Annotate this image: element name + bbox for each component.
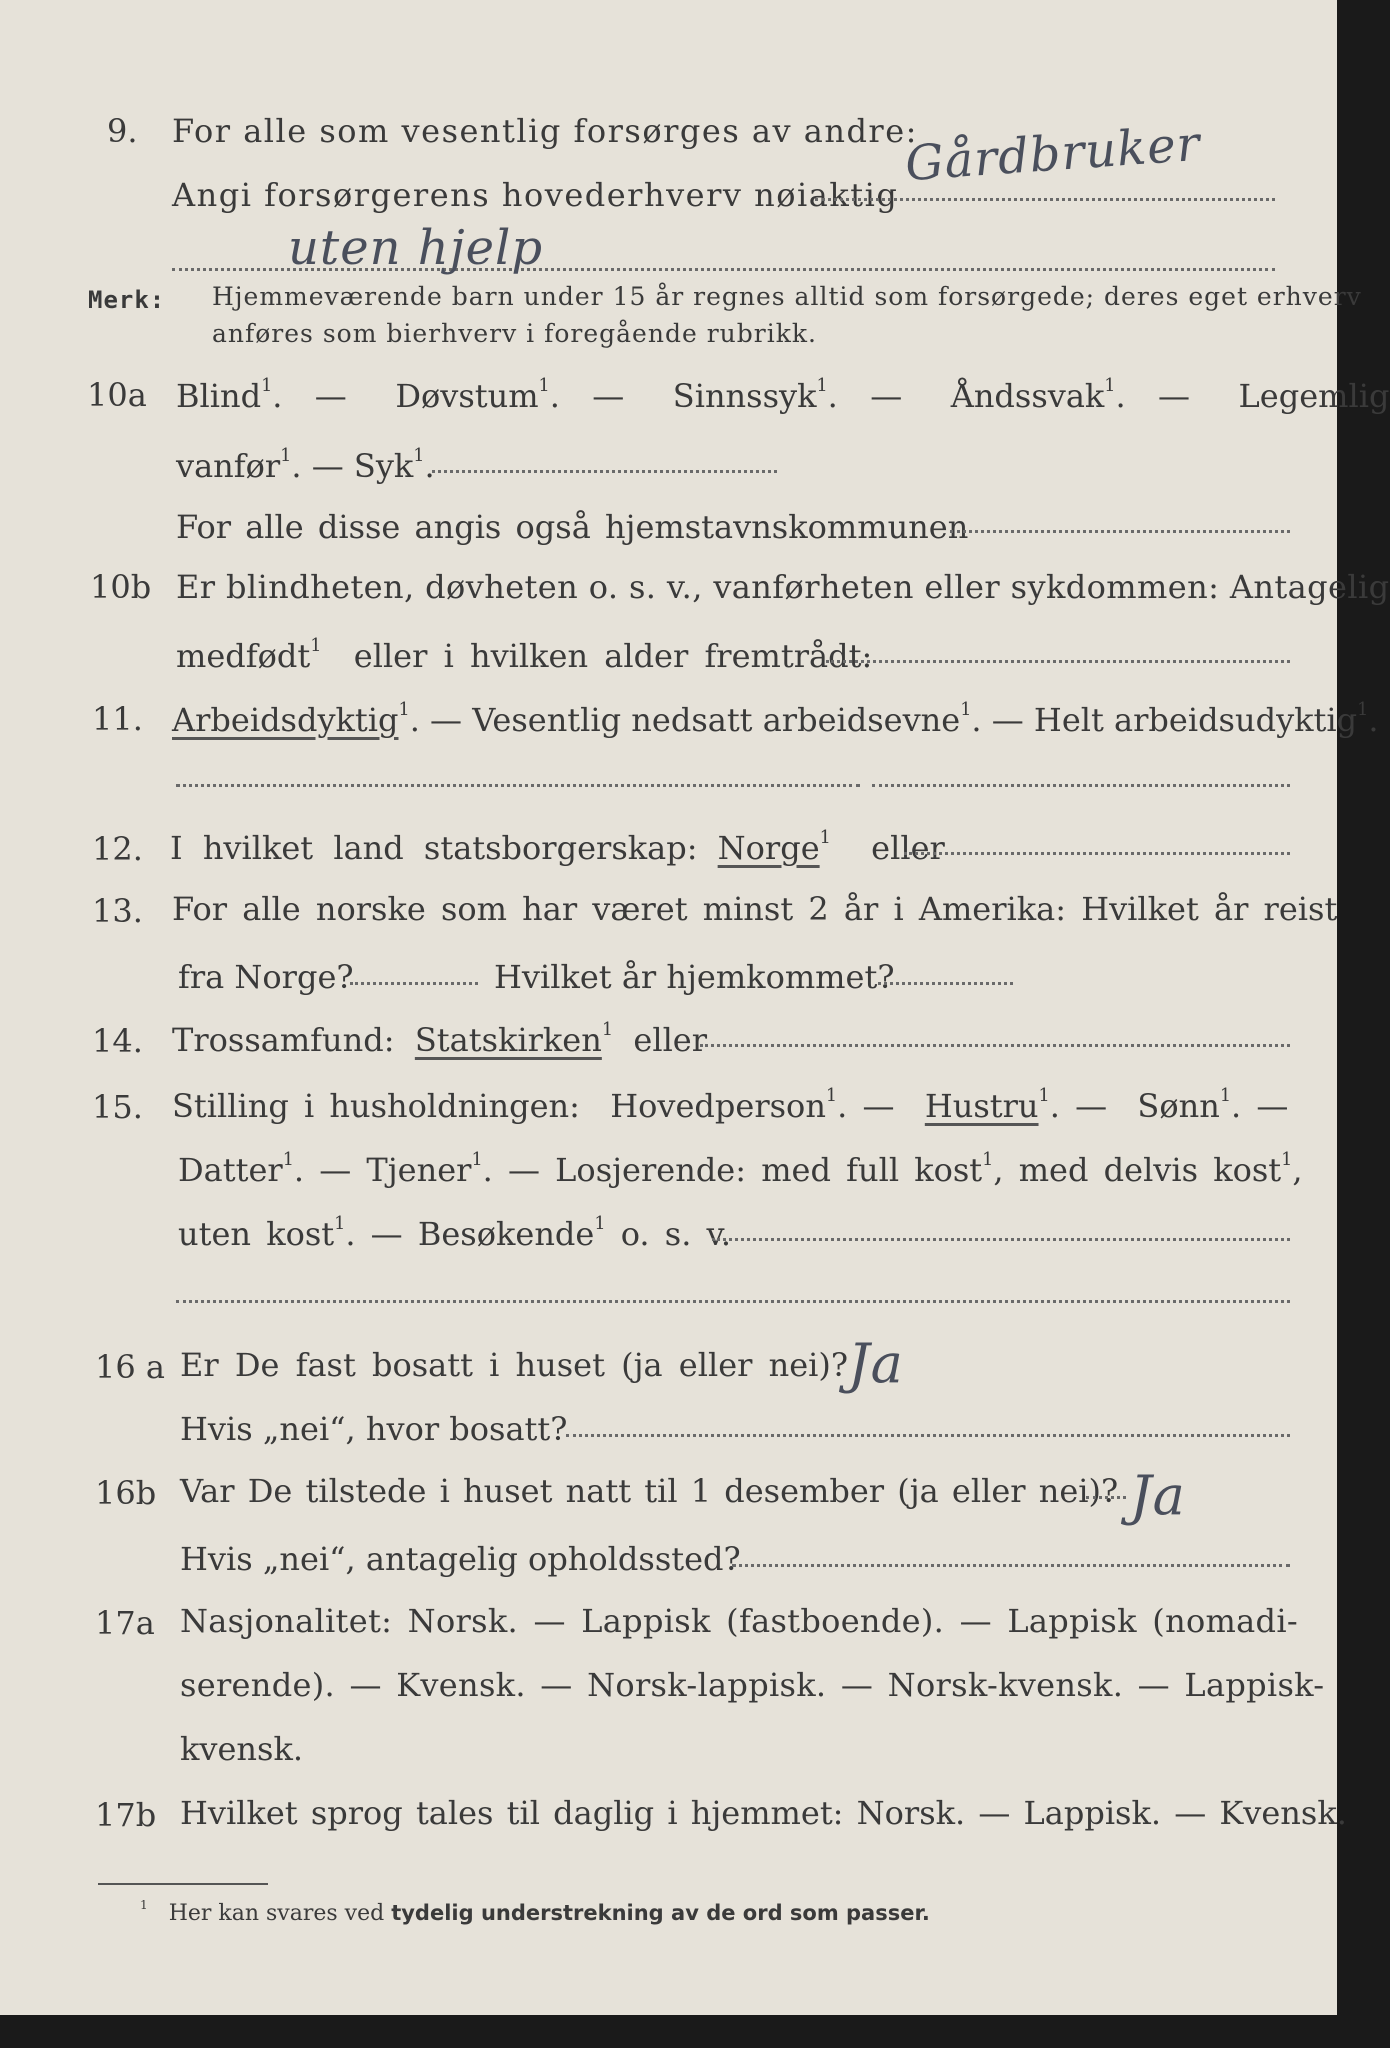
- q11-udyktig: Helt arbeidsudyktig: [1033, 700, 1358, 739]
- q11-line1: Arbeidsdyktig$^1$. — Vesentlig nedsatt arbeidsevne$^1$. — Helt arbeidsudyktig$^1$.: [172, 700, 1379, 739]
- q10b-line2-rest: eller i hvilken alder fremtrådt:: [353, 636, 873, 675]
- q10a-vanfor: vanfør: [176, 446, 281, 485]
- q15-hustru: Hustru: [924, 1086, 1039, 1125]
- q13-line1: For alle norske som har været minst 2 år i Amerika: Hvilket år reist: [172, 890, 1338, 928]
- footnote: [140, 1898, 930, 1926]
- q14-number: 14.: [92, 1022, 143, 1060]
- q15-hovedperson: Hovedperson: [610, 1086, 826, 1125]
- merk-line1: Hjemmeværende barn under 15 år regnes alltid som forsørgede; deres eget erhverv: [212, 282, 1362, 311]
- q17b-line1: Hvilket sprog tales til daglig i hjemmet: Norsk. — Lappisk. — Kvensk.: [180, 1794, 1347, 1832]
- q16b-line2: Hvis „nei“, antagelig opholdssted?: [180, 1540, 741, 1578]
- q10a-sinnssyk: Sinnssyk: [672, 376, 817, 415]
- q13-hjemkommet-line: [878, 982, 1013, 985]
- q16b-answer-line: [1086, 1496, 1126, 1499]
- q15-losjerende: Losjerende: med full kost: [555, 1150, 983, 1189]
- q13-fra-norge: fra Norge?: [178, 958, 354, 996]
- q10a-andssvak: Åndssvak: [950, 376, 1105, 415]
- q9-handwritten-answer: Gårdbruker: [903, 115, 1203, 193]
- q17a-line1: Nasjonalitet: Norsk. — Lappisk (fastboende). — Lappisk (nomadi-: [180, 1602, 1298, 1640]
- footnote-rule: [98, 1883, 268, 1885]
- footnote-bold: tydelig understrekning av de ord som passer.: [391, 1900, 930, 1925]
- q16b-handwritten-answer: Ja: [1130, 1464, 1186, 1527]
- q10b-medfodt: medfødt: [176, 636, 311, 675]
- q10a-dovstum: Døvstum: [395, 376, 539, 415]
- q15-line3: uten kost$^1$. — Besøkende$^1$ o. s. v.: [178, 1214, 731, 1253]
- q15-delvis: med delvis kost: [1018, 1150, 1282, 1189]
- q11-arbeidsdyktig: Arbeidsdyktig: [172, 700, 399, 739]
- q11-answer-line-right: [872, 784, 1290, 787]
- merk-line2: anføres som bierhverv i foregående rubrikk.: [212, 319, 817, 348]
- q12-answer-line: [904, 852, 1290, 855]
- q10a-line1: Blind$^1$. — Døvstum$^1$. — Sinnssyk$^1$. — Åndssvak$^1$. — Legemlig: [176, 376, 1390, 415]
- q14-eller: eller: [633, 1020, 708, 1059]
- q10b-line2: medfødt$^1$ eller i hvilken alder fremtrådt:: [176, 636, 873, 675]
- q10a-legemlig: Legemlig: [1238, 376, 1390, 415]
- q17a-line3: kvensk.: [180, 1730, 303, 1768]
- q16a-handwritten-answer: Ja: [848, 1332, 904, 1395]
- q10a-number: 10a: [87, 376, 147, 414]
- q15-answer-line: [712, 1238, 1290, 1241]
- q10a-line2: vanfør$^1$. — Syk$^1$.: [176, 446, 435, 485]
- q15-datter: Datter: [178, 1150, 283, 1189]
- q16a-number: 16 a: [95, 1348, 165, 1386]
- q14-line1: Trossamfund: Statskirken$^1$ eller: [172, 1020, 708, 1059]
- q9-number: 9.: [107, 112, 138, 150]
- q15-answer-line-2: [176, 1300, 1290, 1303]
- q13-number: 13.: [92, 892, 143, 930]
- footnote-mark: 1: [140, 1898, 148, 1912]
- q16a-bosatt-line: [566, 1434, 1290, 1437]
- q12-text: I hvilket land statsborgerskap:: [170, 828, 698, 867]
- q16a-line2: Hvis „nei“, hvor bosatt?: [180, 1410, 568, 1448]
- q15-number: 15.: [92, 1088, 143, 1126]
- q10b-line1: Er blindheten, døvheten o. s. v., vanførheten eller sykdommen: Antagelig: [176, 568, 1390, 606]
- q15-line2: Datter$^1$. — Tjener$^1$. — Losjerende: med full kost$^1$, med delvis kost$^1$,: [178, 1150, 1303, 1189]
- q16b-line1: Var De tilstede i huset natt til 1 desember (ja eller nei)?: [180, 1472, 1119, 1510]
- q11-answer-line-left: [176, 784, 860, 787]
- q9-line1: For alle som vesentlig forsørges av andre:: [172, 112, 918, 150]
- q17a-line2: serende). — Kvensk. — Norsk-lappisk. — Norsk-kvensk. — Lappisk-: [180, 1666, 1325, 1704]
- q15-besokende: Besøkende: [417, 1214, 595, 1253]
- q15-sonn: Sønn: [1137, 1086, 1220, 1125]
- q16b-opholdssted-line: [732, 1564, 1290, 1567]
- q17a-number: 17a: [95, 1604, 155, 1642]
- q10a-syk: Syk: [353, 446, 414, 485]
- q9-answer-line: [815, 198, 1275, 201]
- q12-norge: Norge: [717, 828, 820, 867]
- merk-label: Merk:: [88, 286, 166, 314]
- q15-line1: Stilling i husholdningen: Hovedperson$^1$. — Hustru$^1$. — Sønn$^1$. —: [172, 1086, 1289, 1125]
- q15-uten: uten kost: [178, 1214, 335, 1253]
- q10b-answer-line: [826, 660, 1290, 663]
- q16a-line1: Er De fast bosatt i huset (ja eller nei)?: [180, 1346, 849, 1384]
- q10a-answer-line: [432, 470, 777, 473]
- q14-answer-line: [700, 1044, 1290, 1047]
- q10a-line3: For alle disse angis også hjemstavnskommunen: [176, 508, 969, 546]
- q9-line2: Angi forsørgerens hovederhverv nøiaktig: [172, 176, 899, 214]
- q10a-blind: Blind: [176, 376, 262, 415]
- q14-label: Trossamfund:: [172, 1020, 395, 1059]
- q9-handwritten-answer-2: uten hjelp: [288, 220, 544, 276]
- q14-statskirken: Statskirken: [414, 1020, 602, 1059]
- q16b-number: 16b: [95, 1474, 157, 1512]
- q12-eller: eller: [871, 828, 945, 867]
- q11-number: 11.: [92, 700, 143, 738]
- q13-reist-line: [350, 982, 478, 985]
- q13-hjemkommet: Hvilket år hjemkommet?: [494, 958, 895, 996]
- q12-line1: I hvilket land statsborgerskap: Norge$^1$ eller: [170, 828, 945, 867]
- q17b-number: 17b: [95, 1796, 157, 1834]
- q15-osv: o. s. v.: [620, 1214, 731, 1253]
- q12-number: 12.: [92, 830, 143, 868]
- q11-nedsatt: Vesentlig nedsatt arbeidsevne: [472, 700, 961, 739]
- q15-label: Stilling i husholdningen:: [172, 1086, 580, 1125]
- q10b-number: 10b: [90, 568, 152, 606]
- q10a-hjemstavn-line: [950, 530, 1290, 533]
- footnote-plain: Her kan svares ved: [168, 1900, 385, 1926]
- q15-tjener: Tjener: [366, 1150, 472, 1189]
